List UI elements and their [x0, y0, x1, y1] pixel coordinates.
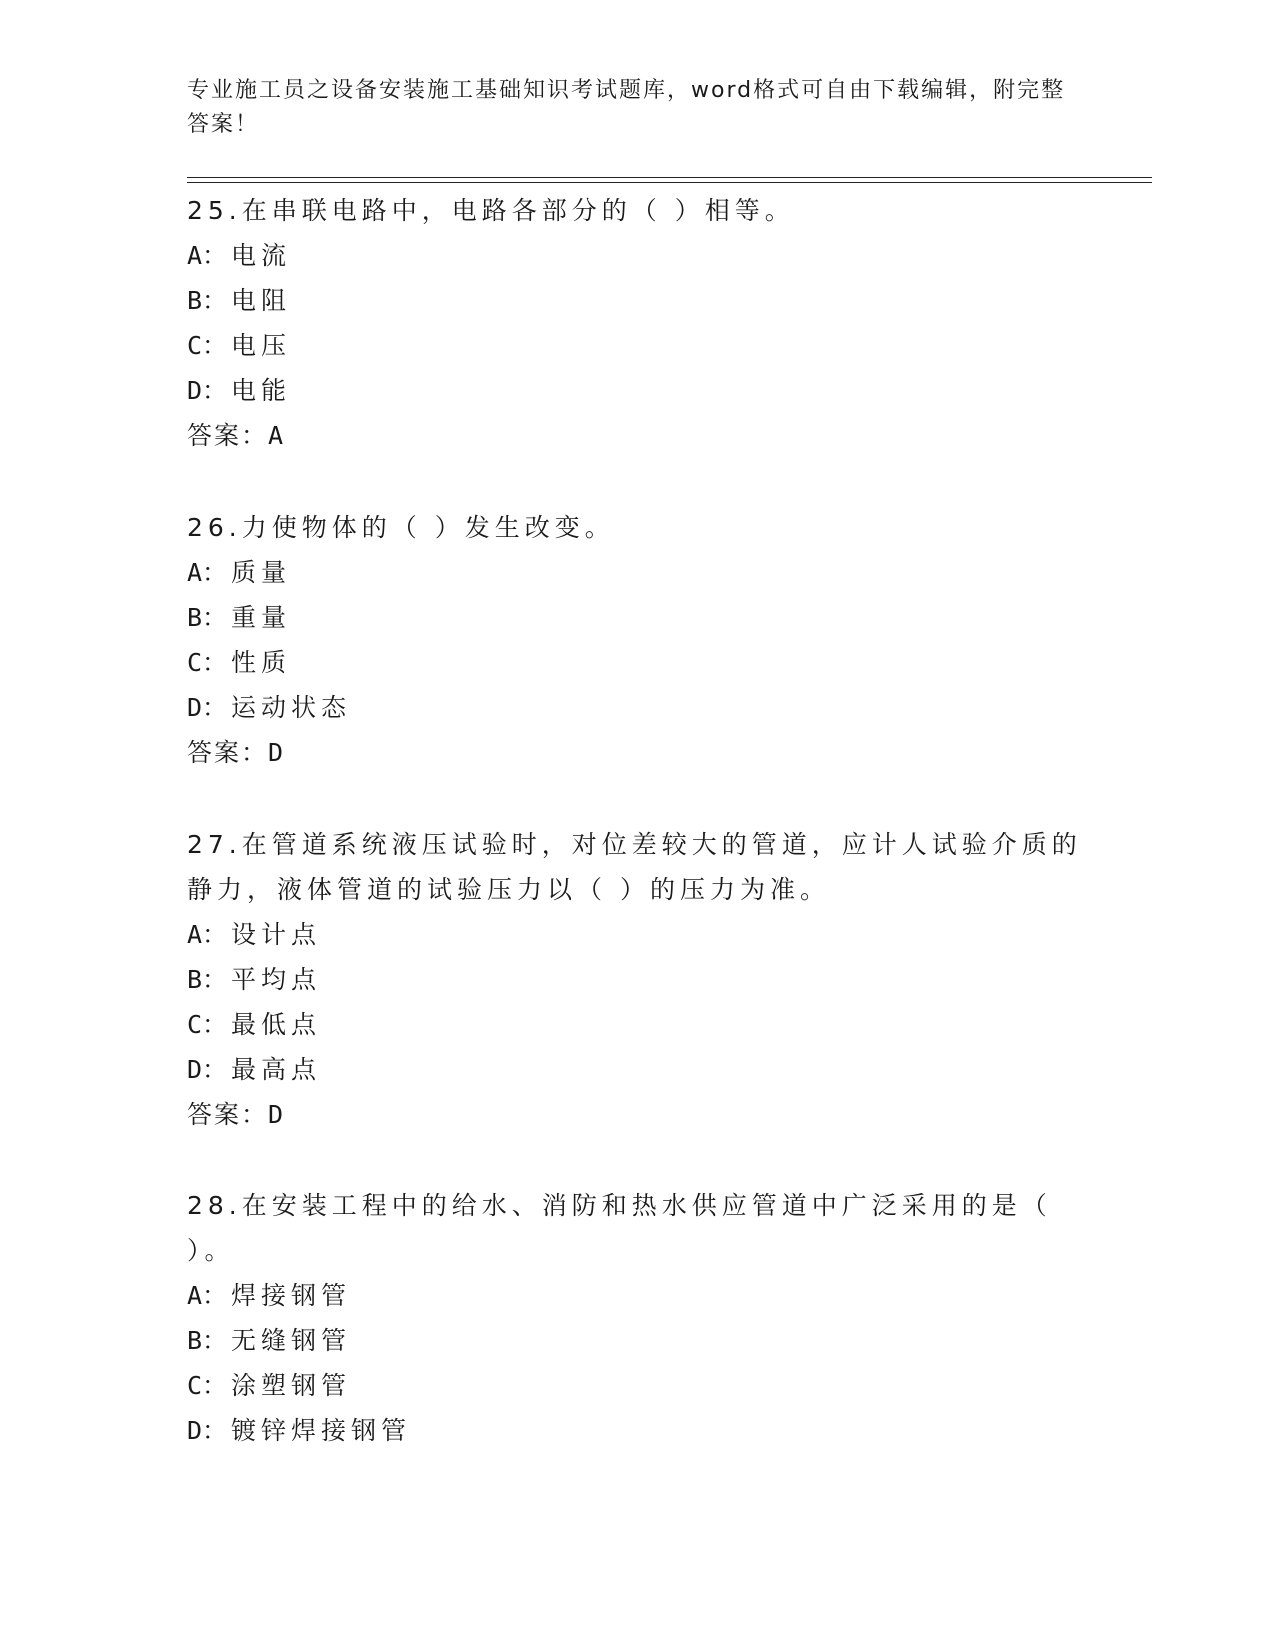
option-key: A： — [187, 558, 228, 587]
option-a — [187, 233, 1087, 278]
option-text: 电阻 — [231, 286, 292, 315]
option-text: 焊接钢管 — [231, 1281, 352, 1310]
option-text: 涂塑钢管 — [231, 1371, 352, 1400]
option-key: C： — [187, 1371, 228, 1400]
document-header: 专业施工员之设备安装施工基础知识考试题库，word格式可自由下载编辑，附完整答案！ — [187, 78, 1066, 137]
question-stem: 28.在安装工程中的给水、消防和热水供应管道中广泛采用的是（ ）。 — [187, 1191, 1052, 1265]
answer-value: D — [268, 738, 286, 767]
option-c — [187, 1002, 1087, 1047]
answer-label: 答案： — [187, 1100, 269, 1129]
option-text: 设计点 — [231, 920, 322, 949]
option-key: B： — [187, 603, 228, 632]
option-key: D： — [187, 376, 228, 405]
option-d — [187, 685, 1087, 730]
question-stem: 25.在串联电路中，电路各部分的（ ）相等。 — [187, 196, 795, 225]
option-a — [187, 550, 1087, 595]
option-text: 重量 — [231, 603, 292, 632]
option-text: 电流 — [231, 241, 292, 270]
option-key: C： — [187, 648, 228, 677]
option-key: A： — [187, 241, 228, 270]
option-b — [187, 278, 1087, 323]
option-key: A： — [187, 1281, 228, 1310]
option-text: 电压 — [231, 331, 292, 360]
question-26 — [187, 505, 1087, 775]
option-text: 最高点 — [231, 1055, 322, 1084]
option-b — [187, 957, 1087, 1002]
question-25 — [187, 188, 1087, 458]
answer-line — [187, 730, 1087, 775]
option-text: 无缝钢管 — [231, 1326, 352, 1355]
option-b — [187, 1318, 1087, 1363]
option-key: B： — [187, 286, 228, 315]
option-a — [187, 1273, 1087, 1318]
option-key: C： — [187, 331, 228, 360]
answer-label: 答案： — [187, 421, 269, 450]
question-stem: 26.力使物体的（ ）发生改变。 — [187, 513, 615, 542]
option-text: 最低点 — [231, 1010, 322, 1039]
option-d — [187, 1408, 1087, 1453]
header-divider — [187, 177, 1152, 183]
option-c — [187, 323, 1087, 368]
option-text: 镀锌焊接钢管 — [231, 1416, 412, 1445]
answer-line — [187, 1092, 1087, 1137]
option-text: 性质 — [231, 648, 292, 677]
option-text: 平均点 — [231, 965, 322, 994]
question-28 — [187, 1183, 1087, 1453]
answer-value: D — [268, 1100, 286, 1129]
option-key: D： — [187, 1055, 228, 1084]
question-stem: 27.在管道系统液压试验时，对位差较大的管道，应计人试验介质的静力，液体管道的试验压力以（ ）的压力为准。 — [187, 830, 1082, 904]
option-d — [187, 368, 1087, 413]
option-key: C： — [187, 1010, 228, 1039]
option-key: D： — [187, 693, 228, 722]
answer-line — [187, 413, 1087, 458]
option-text: 质量 — [231, 558, 292, 587]
question-27 — [187, 822, 1087, 1137]
option-key: B： — [187, 1326, 228, 1355]
option-b — [187, 595, 1087, 640]
option-text: 电能 — [231, 376, 292, 405]
option-c — [187, 1363, 1087, 1408]
answer-value: A — [268, 421, 286, 450]
answer-label: 答案： — [187, 738, 269, 767]
option-c — [187, 640, 1087, 685]
option-text: 运动状态 — [231, 693, 352, 722]
option-key: D： — [187, 1416, 228, 1445]
option-a — [187, 912, 1087, 957]
option-key: B： — [187, 965, 228, 994]
option-key: A： — [187, 920, 228, 949]
option-d — [187, 1047, 1087, 1092]
